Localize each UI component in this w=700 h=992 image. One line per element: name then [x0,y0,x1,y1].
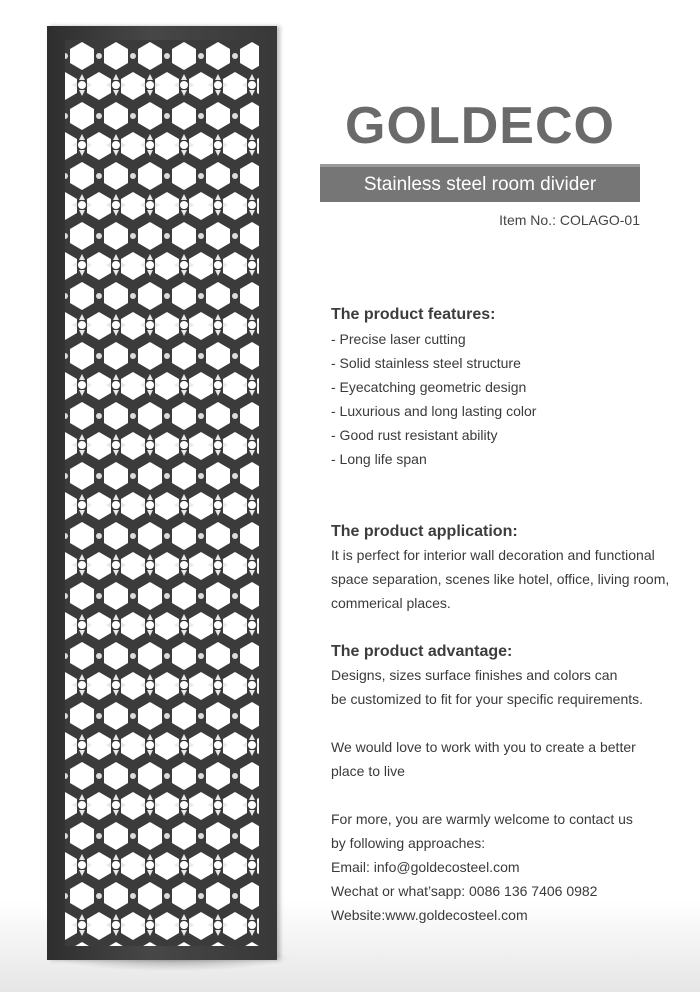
application-text-line: commerical places. [331,595,451,611]
advantage-text-line: Designs, sizes surface finishes and colors can [331,667,618,683]
feature-item: - Eyecatching geometric design [331,379,527,395]
contact-intro-line: by following approaches: [331,835,486,851]
contact-website[interactable]: Website:www.goldecosteel.com [331,907,528,923]
advantage-heading: The product advantage: [331,643,513,660]
features-heading: The product features: [331,306,496,323]
brand-title: GOLDECO [345,97,615,155]
application-text-line: space separation, scenes like hotel, office, living room, [331,571,670,587]
application-heading: The product application: [331,523,518,540]
contact-email[interactable]: Email: info@goldecosteel.com [331,859,520,875]
feature-item: - Long life span [331,451,427,467]
closing-text-line: We would love to work with you to create a better [331,739,636,755]
contact-wechat-whatsapp: Wechat or what’sapp: 0086 136 7406 0982 [331,883,598,899]
application-text-line: It is perfect for interior wall decoration and functional [331,547,655,563]
feature-item: - Solid stainless steel structure [331,355,521,371]
feature-item: - Luxurious and long lasting color [331,403,537,419]
advantage-text-line: be customized to fit for your specific requirements. [331,691,644,707]
feature-item: - Good rust resistant ability [331,427,498,443]
contact-intro-line: For more, you are warmly welcome to contact us [331,811,633,827]
feature-item: - Precise laser cutting [331,331,466,347]
room-divider-panel [47,26,277,960]
item-number: Item No.: COLAGO-01 [499,212,640,228]
closing-text-line: place to live [331,763,405,779]
product-subtitle-bar: Stainless steel room divider [320,164,640,202]
geometric-cutout-pattern [65,40,259,946]
